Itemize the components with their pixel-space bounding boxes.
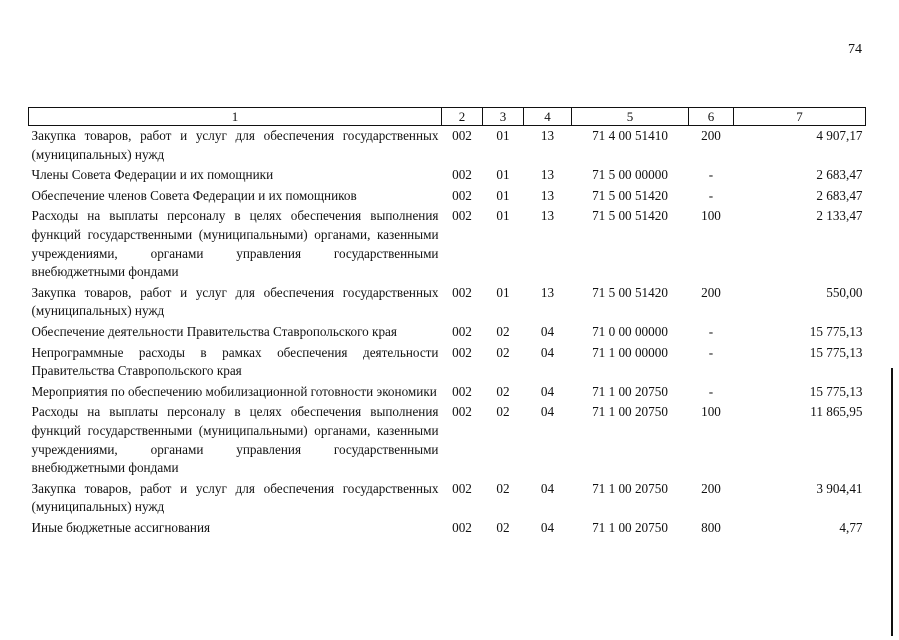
- row-amount: 550,00: [826, 284, 863, 300]
- row-description: Расходы на выплаты персоналу в целях обеспечения выполнения функций государственными (муниципальными) органами, казенными учреждениями, органами управления государственными внебюджетными фондами: [31, 208, 439, 280]
- row-target-article: 71 5 00 51420: [592, 187, 668, 203]
- column-header-6: 6: [689, 108, 734, 126]
- column-header-1: 1: [29, 108, 442, 126]
- row-description: Закупка товаров, работ и услуг для обеспечения государственных (муниципальных) нужд: [31, 284, 439, 319]
- row-section-code: 01: [496, 208, 510, 224]
- row-section-code: 01: [496, 128, 510, 143]
- table-row: [29, 186, 866, 207]
- row-section-code: 01: [496, 284, 510, 300]
- column-header-3: 3: [483, 108, 524, 126]
- table-row: [29, 126, 866, 166]
- row-subsection-code: 04: [540, 323, 555, 339]
- row-target-article: 71 5 00 00000: [592, 167, 668, 183]
- row-amount: 2 133,47: [816, 208, 863, 224]
- row-amount: 4 907,17: [816, 128, 863, 143]
- table-row: [29, 322, 866, 343]
- row-subsection-code: 13: [540, 284, 555, 300]
- row-ministry-code: 002: [452, 404, 472, 420]
- row-amount: 4,77: [839, 519, 863, 535]
- row-target-article: 71 4 00 51410: [592, 128, 668, 143]
- column-header-7: 7: [734, 108, 866, 126]
- row-target-article: 71 1 00 20750: [592, 480, 668, 496]
- row-ministry-code: 002: [452, 383, 472, 399]
- row-description: Закупка товаров, работ и услуг для обеспечения государственных (муниципальных) нужд: [31, 128, 439, 162]
- row-description: Закупка товаров, работ и услуг для обеспечения государственных (муниципальных) нужд: [31, 480, 439, 515]
- row-section-code: 02: [496, 344, 510, 360]
- table-row: [29, 382, 866, 403]
- row-section-code: 01: [496, 167, 510, 183]
- row-subsection-code: 04: [540, 344, 555, 360]
- row-ministry-code: 002: [452, 519, 472, 535]
- row-expense-type: 100: [701, 208, 721, 224]
- column-header-5: 5: [572, 108, 689, 126]
- row-amount: 15 775,13: [809, 344, 863, 360]
- row-ministry-code: 002: [452, 208, 472, 224]
- row-expense-type: -: [708, 167, 714, 183]
- row-target-article: 71 5 00 51420: [592, 284, 668, 300]
- row-description: Обеспечение членов Совета Федерации и их помощников: [31, 187, 357, 203]
- row-description: Обеспечение деятельности Правительства Ставропольского края: [31, 323, 397, 339]
- row-description: Мероприятия по обеспечению мобилизационной готовности экономики: [31, 383, 437, 399]
- row-ministry-code: 002: [452, 323, 472, 339]
- row-target-article: 71 5 00 51420: [592, 208, 668, 224]
- row-subsection-code: 13: [540, 208, 555, 224]
- row-subsection-code: 13: [540, 187, 555, 203]
- row-description: Иные бюджетные ассигнования: [31, 519, 211, 535]
- row-target-article: 71 1 00 20750: [592, 383, 668, 399]
- row-expense-type: 800: [701, 519, 721, 535]
- row-subsection-code: 04: [540, 404, 555, 420]
- budget-table: [28, 107, 866, 538]
- row-target-article: 71 1 00 20750: [592, 519, 668, 535]
- page-number: 74: [848, 42, 862, 57]
- row-ministry-code: 002: [452, 344, 472, 360]
- table-row: [29, 283, 866, 322]
- row-subsection-code: 04: [540, 519, 555, 535]
- table-row: [29, 206, 866, 282]
- row-description: Члены Совета Федерации и их помощники: [31, 167, 274, 183]
- table-row: [29, 518, 866, 539]
- row-ministry-code: 002: [452, 480, 472, 496]
- row-ministry-code: 002: [452, 128, 472, 143]
- row-expense-type: -: [708, 344, 714, 360]
- row-amount: 11 865,95: [810, 404, 863, 420]
- row-section-code: 01: [496, 187, 510, 203]
- column-header-2: 2: [442, 108, 483, 126]
- row-ministry-code: 002: [452, 187, 472, 203]
- row-amount: 15 775,13: [809, 383, 863, 399]
- row-expense-type: 200: [701, 128, 721, 143]
- table-row: [29, 343, 866, 382]
- table-row: [29, 165, 866, 186]
- row-expense-type: -: [708, 323, 714, 339]
- row-expense-type: 200: [701, 480, 721, 496]
- row-ministry-code: 002: [452, 284, 472, 300]
- row-amount: 3 904,41: [816, 480, 863, 496]
- row-amount: 15 775,13: [809, 323, 863, 339]
- row-subsection-code: 04: [540, 383, 555, 399]
- row-expense-type: -: [708, 383, 714, 399]
- row-description: Расходы на выплаты персоналу в целях обеспечения выполнения функций государственными (муниципальными) органами, казенными учреждениями, органами управления государственными внебюджетными фондами: [31, 404, 439, 476]
- row-amount: 2 683,47: [816, 187, 863, 203]
- row-section-code: 02: [496, 480, 510, 496]
- row-expense-type: 100: [701, 404, 721, 420]
- row-ministry-code: 002: [452, 167, 472, 183]
- row-description: Непрограммные расходы в рамках обеспечения деятельности Правительства Ставропольского края: [31, 344, 439, 379]
- row-subsection-code: 13: [540, 167, 555, 183]
- row-section-code: 02: [496, 404, 510, 420]
- row-amount: 2 683,47: [816, 167, 863, 183]
- row-target-article: 71 1 00 00000: [592, 344, 668, 360]
- header-row: [29, 108, 866, 126]
- row-section-code: 02: [496, 383, 510, 399]
- table-row: [29, 402, 866, 478]
- row-target-article: 71 0 00 00000: [592, 323, 668, 339]
- table-row: [29, 479, 866, 518]
- row-subsection-code: 04: [540, 480, 555, 496]
- row-expense-type: -: [708, 187, 714, 203]
- column-header-4: 4: [524, 108, 572, 126]
- row-section-code: 02: [496, 519, 510, 535]
- row-subsection-code: 13: [540, 128, 555, 143]
- scan-edge-line: [891, 368, 893, 636]
- row-expense-type: 200: [701, 284, 721, 300]
- row-section-code: 02: [496, 323, 510, 339]
- row-target-article: 71 1 00 20750: [592, 404, 668, 420]
